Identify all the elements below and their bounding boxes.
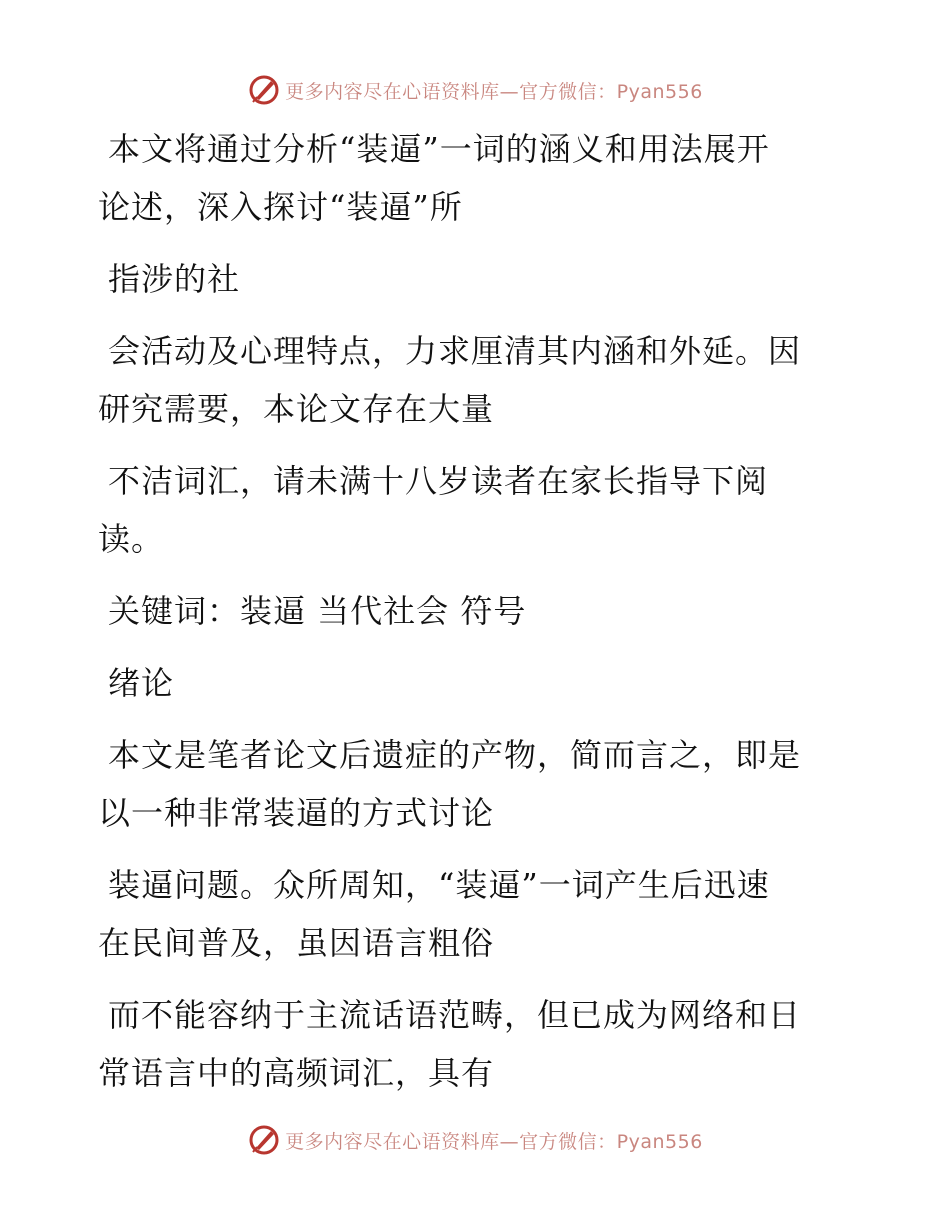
- text-line: 会活动及心理特点，力求厘清其内涵和外延。因: [108, 332, 802, 370]
- text-line: 本文是笔者论文后遗症的产物，简而言之，即是: [108, 736, 802, 774]
- text-line: 论述，深入探讨“装逼”所: [98, 188, 463, 226]
- keywords: [98, 582, 838, 640]
- section-heading: [98, 654, 838, 712]
- text-line: 在民间普及，虽因语言粗俗: [98, 924, 495, 962]
- text-line: 不洁词汇，请未满十八岁读者在家长指导下阅: [108, 462, 769, 500]
- text-line: 装逼问题。众所周知，“装逼”一词产生后迅速: [108, 866, 770, 904]
- banner-text: 更多内容尽在心语资料库—官方微信：Pyan556: [285, 80, 703, 103]
- paragraph-body-2: [98, 856, 838, 972]
- paragraph-fragment: [98, 250, 838, 308]
- text-line: 指涉的社: [108, 260, 241, 298]
- text-line: 绪论: [108, 664, 175, 702]
- text-line: 关键词：装逼 当代社会 符号: [108, 592, 527, 630]
- paragraph-body-3: [98, 986, 838, 1102]
- header-banner: [0, 70, 950, 110]
- paragraph-body-1: [98, 726, 838, 842]
- text-line: 读。: [98, 520, 165, 558]
- text-line: 研究需要，本论文存在大量: [98, 390, 495, 428]
- document-body: [98, 120, 838, 1116]
- banner-text: 更多内容尽在心语资料库—官方微信：Pyan556: [285, 1130, 703, 1153]
- text-line: 本文将通过分析“装逼”一词的涵义和用法展开: [108, 130, 770, 168]
- paragraph-warning: [98, 452, 838, 568]
- paragraph-scope: [98, 322, 838, 438]
- footer-banner: [0, 1120, 950, 1160]
- paragraph-intro: [98, 120, 838, 236]
- text-line: 以一种非常装逼的方式讨论: [98, 794, 495, 832]
- text-line: 而不能容纳于主流话语范畴，但已成为网络和日: [108, 996, 802, 1034]
- text-line: 常语言中的高频词汇，具有: [98, 1054, 495, 1092]
- quill-pen-logo-icon: [247, 1123, 281, 1157]
- quill-pen-logo-icon: [247, 73, 281, 107]
